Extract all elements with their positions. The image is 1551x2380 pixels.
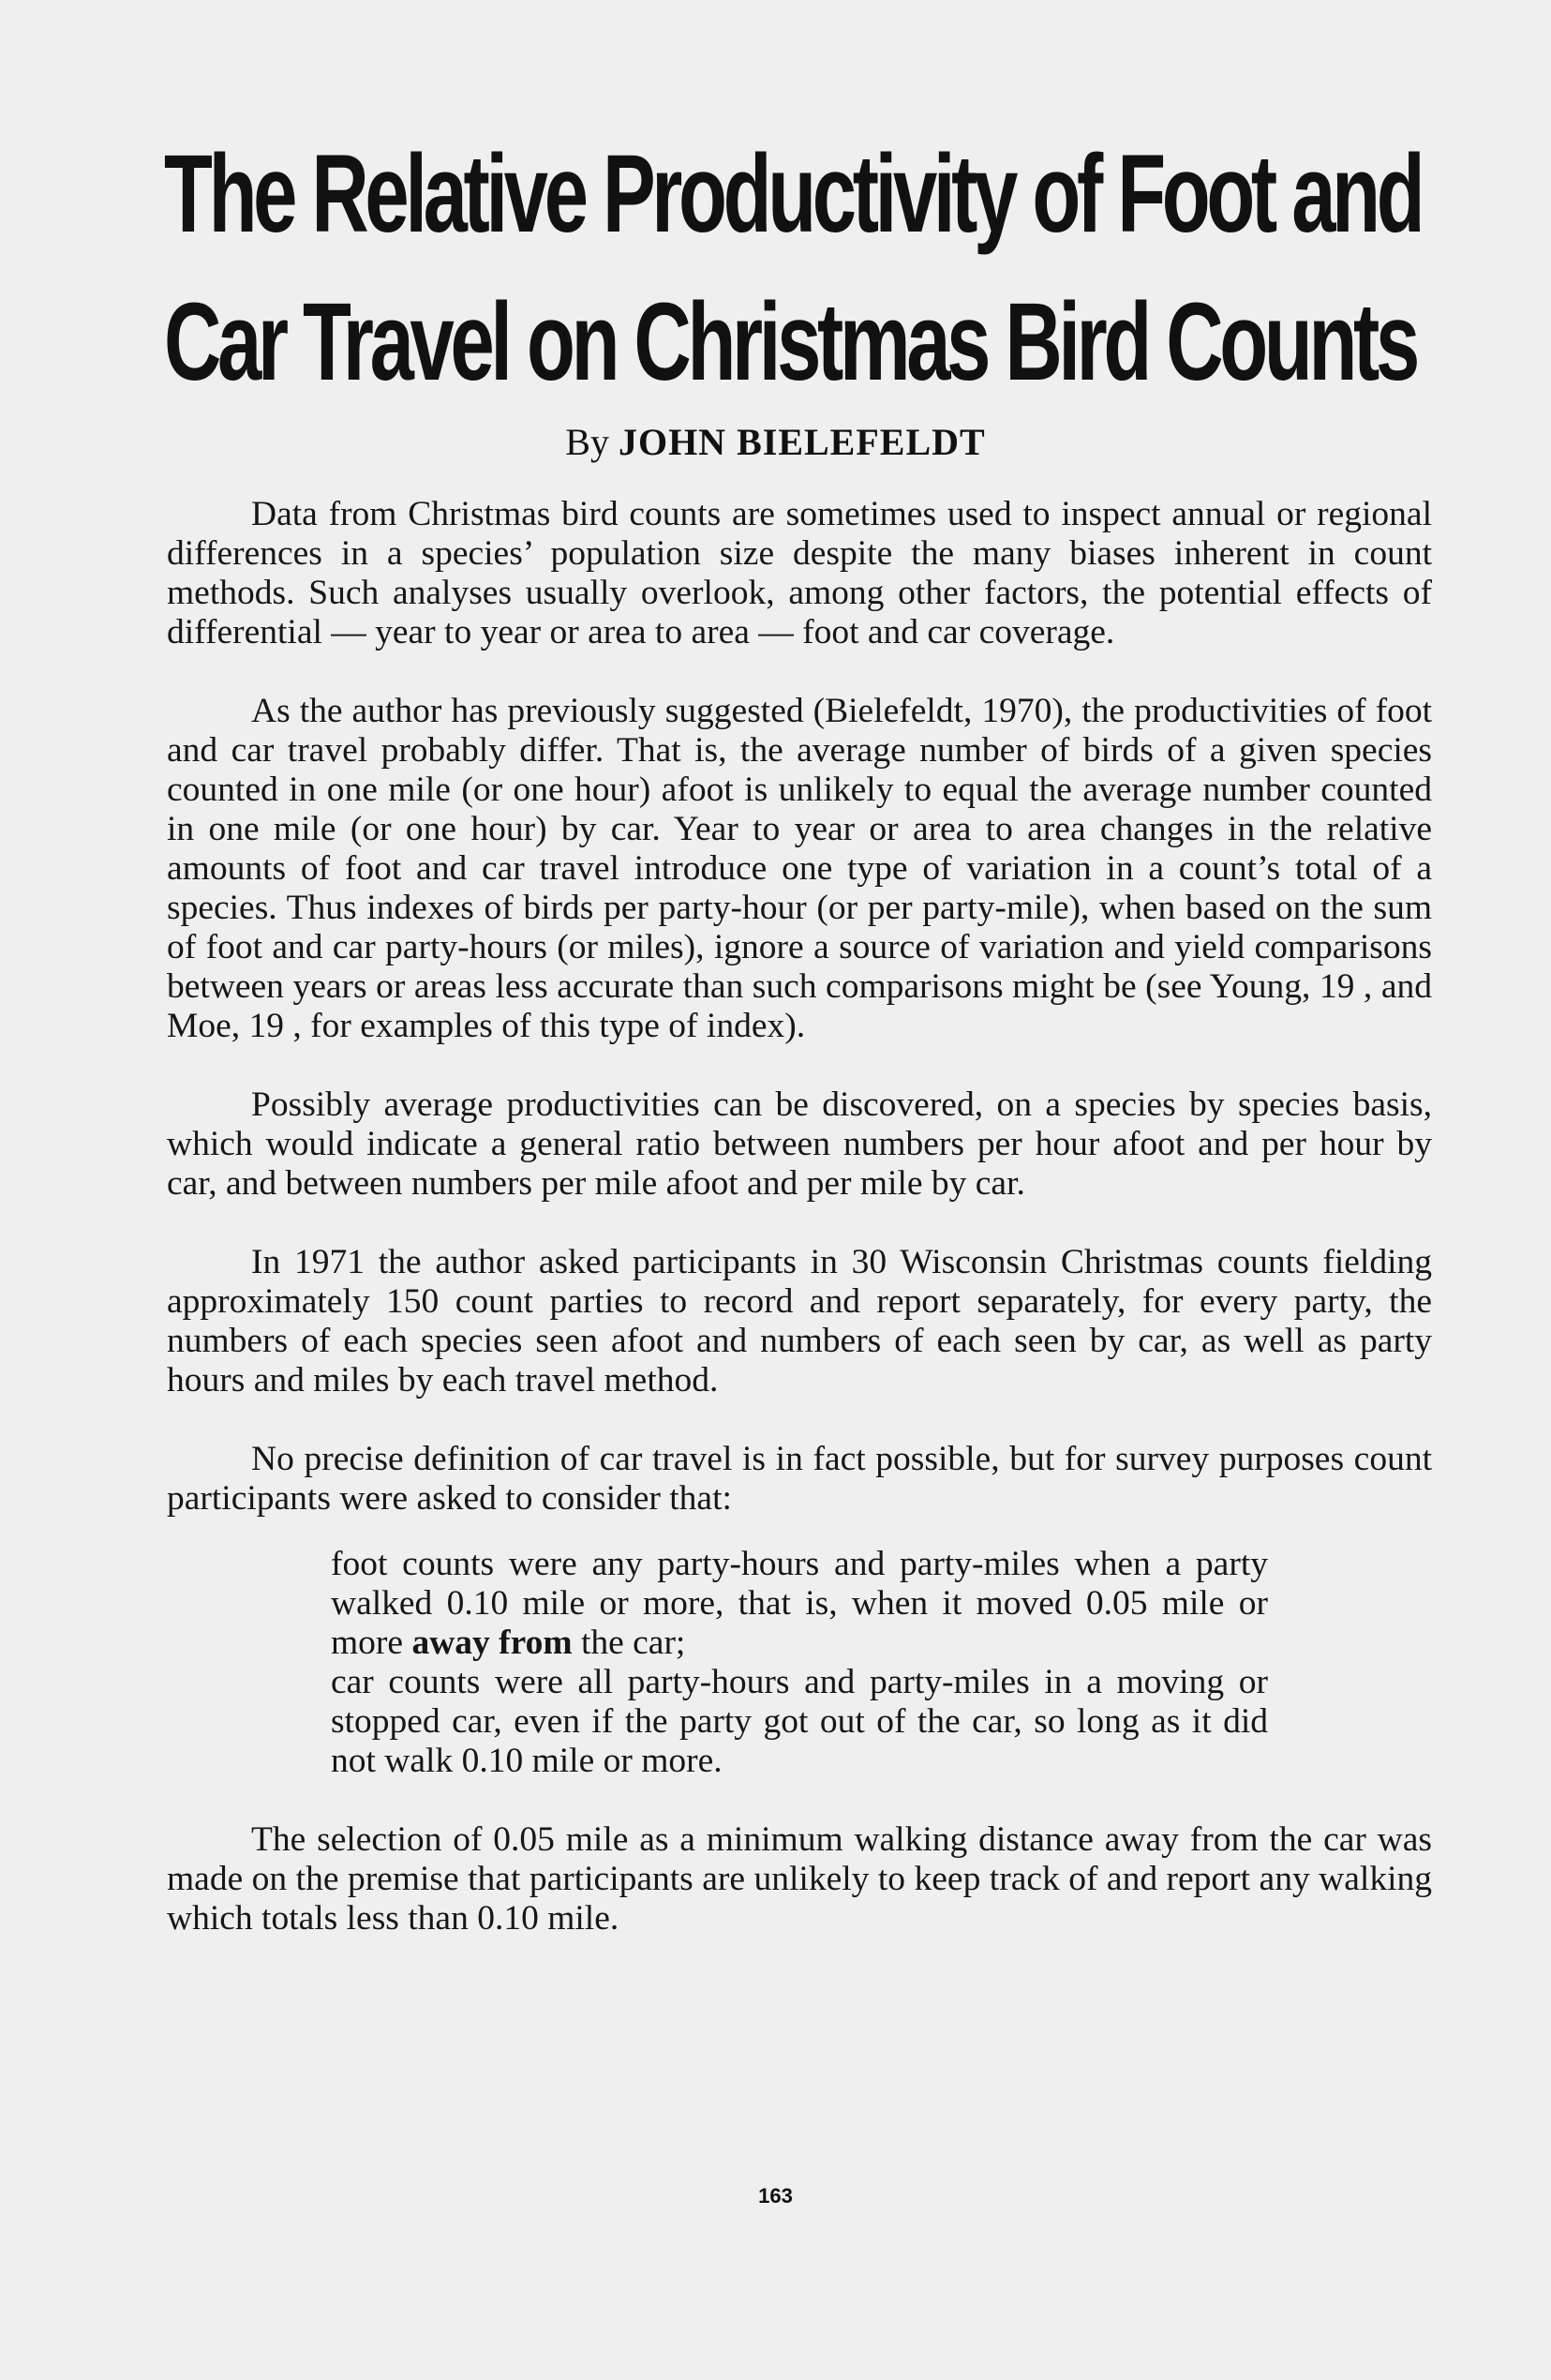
foot-count-definition	[331, 1545, 1268, 1663]
byline-prefix: By	[565, 421, 609, 463]
page-number: 163	[758, 2184, 793, 2208]
definitions-block	[331, 1545, 1268, 1781]
foot-definition-emphasis: away from	[411, 1624, 573, 1662]
car-count-definition: car counts were all party-hours and party-miles in a moving or stopped car, even if the party got out of the car, so long as it did not walk 0.10 mile or more.	[331, 1663, 1268, 1780]
title-line-2: Car Travel on Christmas Bird Counts	[164, 280, 1416, 404]
paragraph-1: Data from Christmas bird counts are sometimes used to inspect annual or regional differences in a species’ population size despite the many biases inherent in count methods. Such analyses usually overlook, among other factors, the potential effects of differential — year to year or area to area — foot and car coverage.	[167, 495, 1432, 651]
byline-author: JOHN BIELEFELDT	[618, 421, 986, 463]
paragraph-4: In 1971 the author asked participants in 30 Wisconsin Christmas counts fielding approximately 150 count parties to record and report separately, for every party, the numbers of each species seen afoot and numbers of each seen by car, as well as party hours and miles by each travel method.	[167, 1243, 1432, 1400]
paragraph-3: Possibly average productivities can be discovered, on a species by species basis, which would indicate a general ratio between numbers per hour afoot and per hour by car, and between numbers per mile afoot and per mile by car.	[167, 1085, 1432, 1203]
byline	[0, 420, 1551, 464]
paragraph-2: As the author has previously suggested (Bielefeldt, 1970), the productivities of foot and car travel probably differ. That is, the average number of birds of a given species counted in one mile (or one hour) afoot is unlikely to equal the average number counted in one mile (or one hour) by car. Year to year or area to area changes in the relative amounts of foot and car travel introduce one type of variation in a count’s total of a species. Thus indexes of birds per party-hour (or per party-mile), when based on the sum of foot and car party-hours (or miles), ignore a source of variation and yield comparisons between years or areas less accurate than such comparisons might be (see Young, 19 , and Moe, 19 , for examples of this type of index).	[167, 692, 1432, 1045]
article-body	[167, 495, 1432, 1978]
paragraph-5: No precise definition of car travel is in fact possible, but for survey purposes count participants were asked to consider that:	[167, 1440, 1432, 1518]
title-line-1: The Relative Productivity of Foot and	[164, 132, 1422, 256]
foot-definition-text: foot counts were any party-hours and party-miles when a party walked 0.10 mile or more, that is, when it moved 0.05 mile or more	[331, 1545, 1268, 1662]
foot-definition-end: the car;	[580, 1624, 686, 1662]
article-title	[164, 120, 1422, 416]
paragraph-6: The selection of 0.05 mile as a minimum walking distance away from the car was made on the premise that participants are unlikely to keep track of and report any walking which totals less than 0.10 mile.	[167, 1820, 1432, 1938]
